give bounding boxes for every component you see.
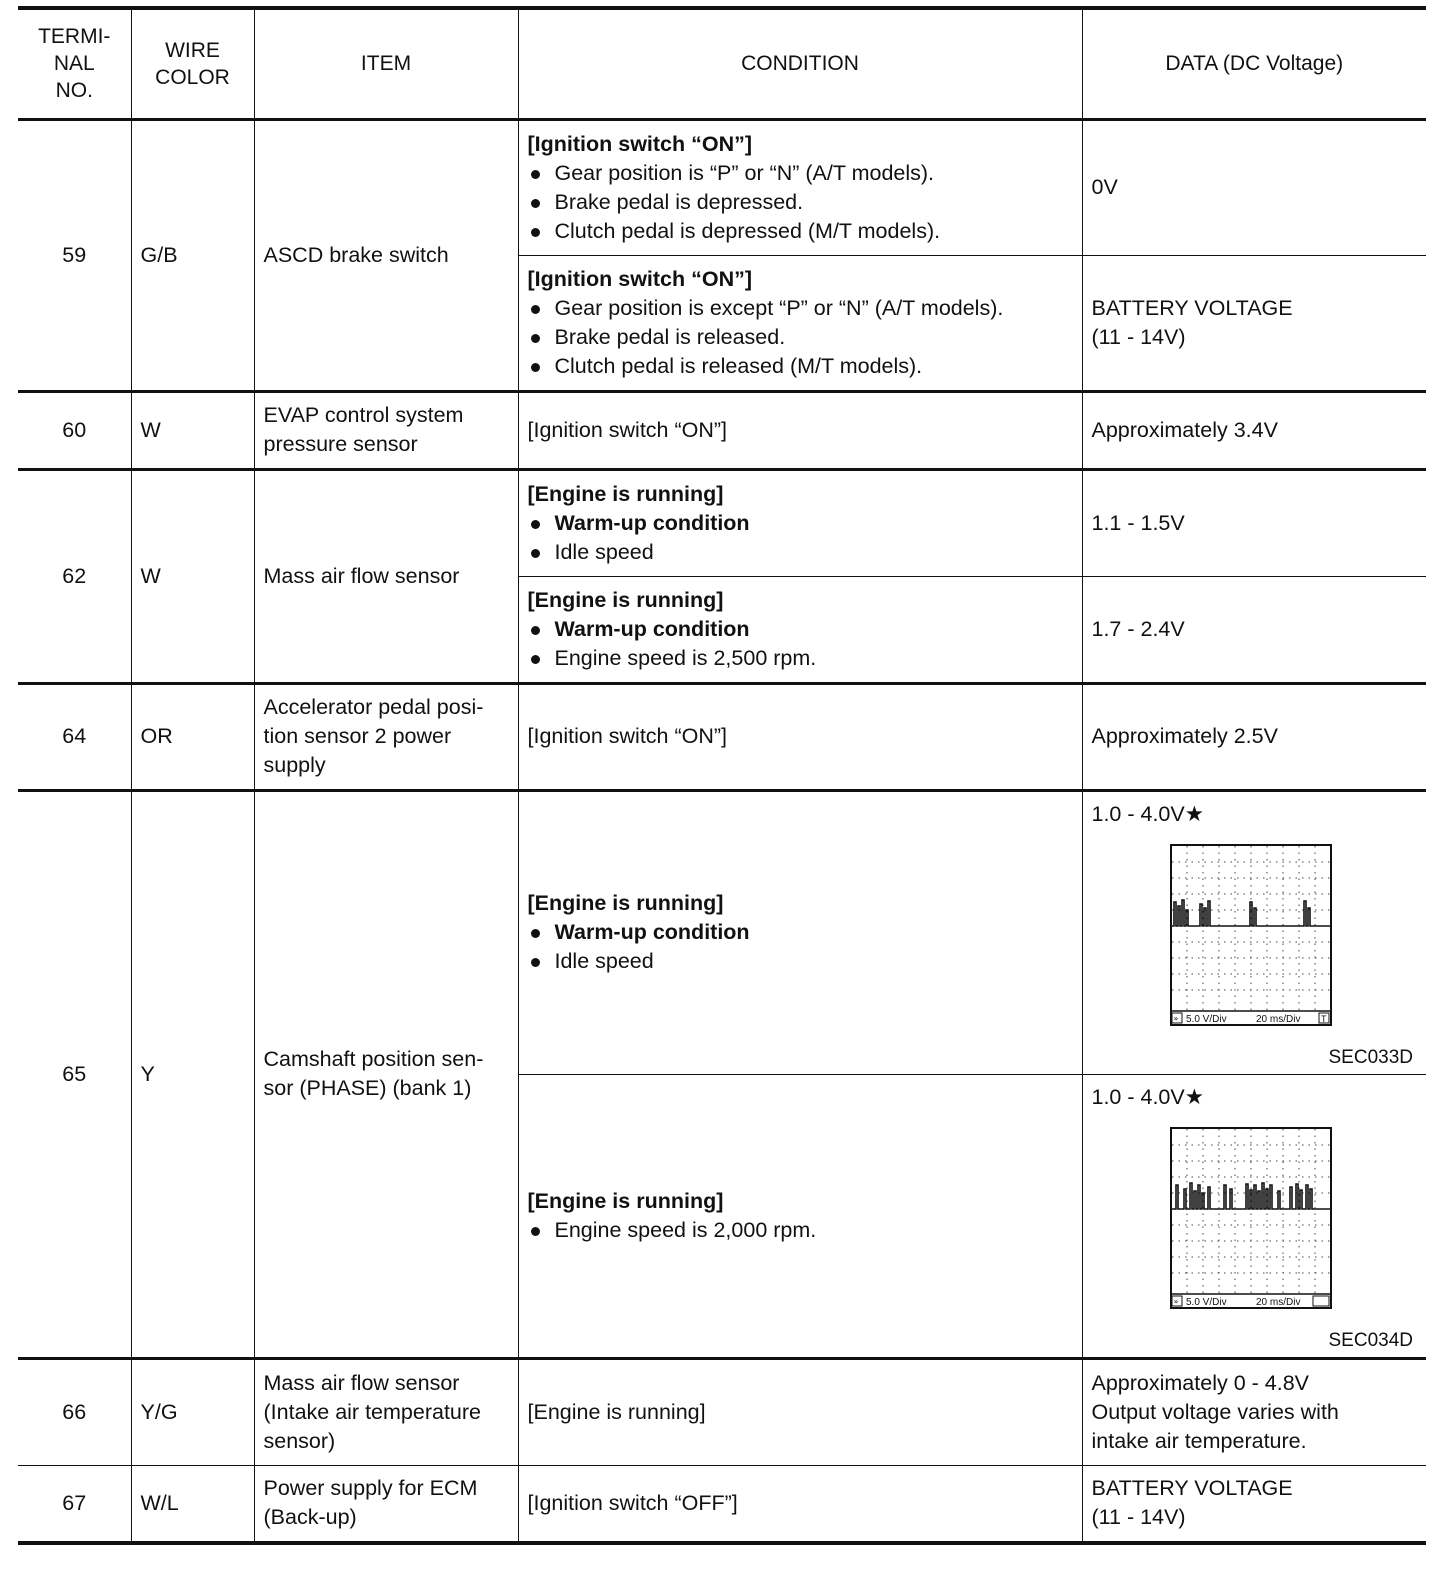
- condition-title: [Ignition switch “ON”]: [527, 131, 753, 156]
- data-line: 1.0 - 4.0V★: [1091, 801, 1204, 826]
- item-line: sensor): [263, 1428, 336, 1453]
- condition-title: [Engine is running]: [527, 587, 724, 612]
- data-value: Approximately 2.5V: [1082, 683, 1426, 790]
- svg-text:»: »: [1173, 1013, 1178, 1023]
- figure-code: SEC034D: [1328, 1329, 1413, 1351]
- wire-color: W: [131, 391, 254, 469]
- header-terminal-no: [18, 8, 131, 119]
- header-terminal-line2: NAL: [53, 52, 95, 76]
- figure-code: SEC033D: [1328, 1046, 1413, 1068]
- item-line: pressure sensor: [263, 432, 418, 456]
- wire-color: Y/G: [131, 1358, 254, 1465]
- item-line: Mass air flow sensor: [263, 1370, 460, 1395]
- item-line: (Intake air temperature: [263, 1399, 481, 1424]
- condition-cell: [518, 119, 1082, 255]
- item-line: tion sensor 2 power: [263, 724, 452, 748]
- condition-bullet: Engine speed is 2,500 rpm.: [528, 644, 1073, 673]
- condition-bullet: Brake pedal is released.: [528, 323, 1073, 352]
- data-line: BATTERY VOLTAGE: [1091, 1476, 1293, 1501]
- svg-text:»: »: [1173, 1296, 1178, 1306]
- condition-bullet: Clutch pedal is depressed (M/T models).: [528, 217, 1073, 246]
- data-value: [1082, 1465, 1426, 1543]
- data-value: [1082, 1358, 1426, 1465]
- item-line: supply: [263, 753, 326, 777]
- wire-color: Y: [131, 790, 254, 1358]
- condition-bullet: Warm-up condition: [528, 509, 1073, 538]
- data-value: [1082, 255, 1426, 391]
- condition-bullet: Clutch pedal is released (M/T models).: [528, 352, 1073, 381]
- wire-color: W/L: [131, 1465, 254, 1543]
- terminal-number: 60: [18, 391, 131, 469]
- wire-color: W: [131, 469, 254, 683]
- data-line: intake air temperature.: [1091, 1428, 1307, 1453]
- condition-bullet: Warm-up condition: [528, 918, 1073, 947]
- data-value: 0V: [1082, 119, 1426, 255]
- table-row: [18, 683, 1426, 790]
- header-wire-line1: WIRE: [165, 38, 220, 62]
- terminal-number: 62: [18, 469, 131, 683]
- scope-time-div: 20 ms/Div: [1255, 1013, 1300, 1025]
- condition-title: [Ignition switch “ON”]: [518, 391, 1082, 469]
- condition-cell: [518, 790, 1082, 1074]
- table-row: [18, 1465, 1426, 1543]
- condition-title: [Engine is running]: [527, 891, 724, 915]
- header-wire-line2: COLOR: [155, 65, 230, 89]
- condition-title: [Engine is running]: [518, 1358, 1082, 1465]
- data-value: Approximately 3.4V: [1082, 391, 1426, 469]
- condition-bullet: Engine speed is 2,000 rpm.: [528, 1216, 1073, 1245]
- table-row: [18, 119, 1426, 255]
- item-line: Camshaft position sen-: [263, 1047, 484, 1071]
- table-row: [18, 790, 1426, 1074]
- data-line: (11 - 14V): [1091, 1505, 1186, 1530]
- header-data: DATA (DC Voltage): [1082, 8, 1426, 119]
- item-name: ASCD brake switch: [254, 119, 518, 391]
- oscilloscope-waveform-idle: [1170, 844, 1332, 1026]
- terminal-number: 65: [18, 790, 131, 1358]
- condition-bullet: Idle speed: [528, 538, 1073, 567]
- data-value: 1.1 - 1.5V: [1082, 469, 1426, 576]
- item-name: [254, 683, 518, 790]
- header-condition: CONDITION: [518, 8, 1082, 119]
- item-line: (Back-up): [263, 1505, 357, 1530]
- item-line: Power supply for ECM: [263, 1476, 478, 1501]
- item-line: EVAP control system: [263, 403, 464, 427]
- item-name: Mass air flow sensor: [254, 469, 518, 683]
- table-row: [18, 391, 1426, 469]
- item-line: Accelerator pedal posi-: [263, 695, 484, 719]
- table-row: [18, 1358, 1426, 1465]
- condition-bullet: Idle speed: [528, 947, 1073, 976]
- data-line: Output voltage varies with: [1091, 1399, 1339, 1424]
- terminal-number: 64: [18, 683, 131, 790]
- header-terminal-line3: NO.: [55, 79, 93, 103]
- item-name: [254, 1358, 518, 1465]
- condition-cell: [518, 576, 1082, 683]
- data-line: Approximately 0 - 4.8V: [1091, 1370, 1309, 1395]
- condition-bullet: Warm-up condition: [528, 615, 1073, 644]
- condition-cell: [518, 469, 1082, 576]
- data-value: 1.7 - 2.4V: [1082, 576, 1426, 683]
- condition-cell: [518, 1074, 1082, 1358]
- terminal-number: 59: [18, 119, 131, 391]
- data-line: 1.0 - 4.0V★: [1091, 1084, 1204, 1109]
- condition-bullet: Brake pedal is depressed.: [528, 188, 1073, 217]
- scope-volt-div: 5.0 V/Div: [1185, 1013, 1227, 1025]
- header-wire-color: [131, 8, 254, 119]
- header-item: ITEM: [254, 8, 518, 119]
- item-name: [254, 391, 518, 469]
- terminal-number: 66: [18, 1358, 131, 1465]
- data-line: BATTERY VOLTAGE: [1091, 295, 1293, 320]
- item-name: [254, 790, 518, 1358]
- oscilloscope-waveform-2000rpm: [1170, 1127, 1332, 1309]
- condition-bullet: Gear position is “P” or “N” (A/T models).: [528, 159, 1073, 188]
- condition-title: [Ignition switch “ON”]: [527, 266, 753, 291]
- wire-color: OR: [131, 683, 254, 790]
- item-name: [254, 1465, 518, 1543]
- condition-cell: [518, 255, 1082, 391]
- data-value: [1082, 790, 1426, 1074]
- scope-volt-div: 5.0 V/Div: [1185, 1296, 1227, 1308]
- condition-title: [Engine is running]: [527, 1188, 724, 1213]
- condition-title: [Engine is running]: [527, 481, 724, 506]
- condition-title: [Ignition switch “ON”]: [518, 683, 1082, 790]
- scope-trigger-flag: T: [1320, 1013, 1326, 1024]
- condition-bullet: Gear position is except “P” or “N” (A/T models).: [528, 294, 1073, 323]
- data-value: [1082, 1074, 1426, 1358]
- data-line: (11 - 14V): [1091, 324, 1186, 349]
- scope-time-div: 20 ms/Div: [1255, 1296, 1300, 1308]
- item-line: sor (PHASE) (bank 1): [263, 1076, 472, 1100]
- terminal-number: 67: [18, 1465, 131, 1543]
- table-row: [18, 469, 1426, 576]
- header-terminal-line1: TERMI-: [38, 25, 111, 49]
- terminal-data-table: [18, 6, 1426, 1545]
- wire-color: G/B: [131, 119, 254, 391]
- condition-title: [Ignition switch “OFF”]: [518, 1465, 1082, 1543]
